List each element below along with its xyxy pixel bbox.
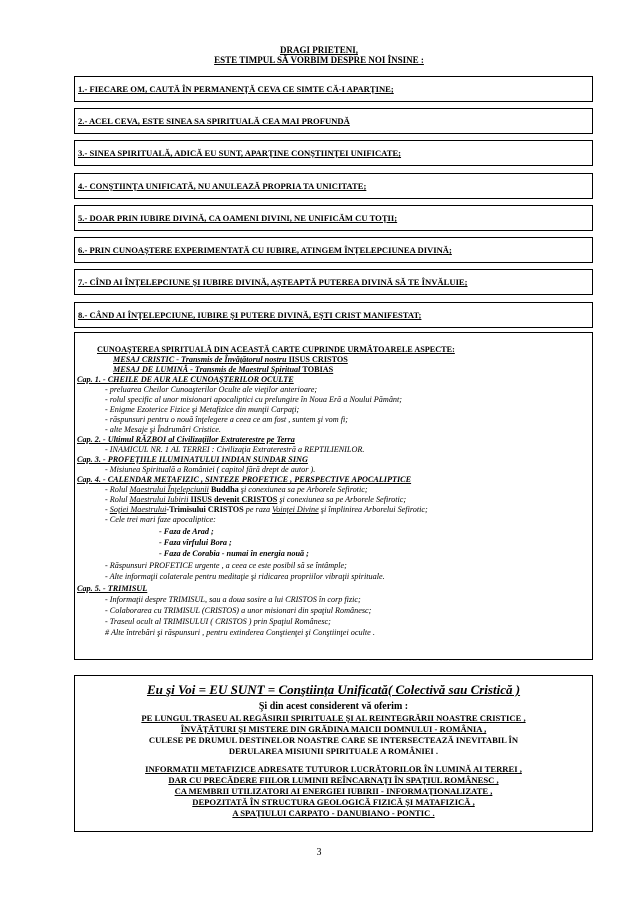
- statement-text: 8.- CÂND AI ÎNŢELEPCIUNE, IUBIRE ŞI PUTERE DIVINĂ, EŞTI CRIST MANIFESTAT;: [78, 310, 422, 320]
- chapter-4-role-1: - Rolul Maestrului Înţelepciunii Buddha şi conexiunea sa pe Arborele Sefirotic;: [105, 485, 368, 494]
- chapter-2-title: Cap. 2. - Ultimul RĂZBOI al Civilizaţiilor Extraterestre pe Terra: [77, 435, 295, 444]
- bottom-para-2-line: INFORMATII METAFIZICE ADRESATE TUTUROR LUCRĂTORILOR ÎN LUMINĂ AI TERREI ,: [145, 764, 522, 774]
- bottom-para-1-line: PE LUNGUL TRASEU AL REGĂSIRII SPIRITUALE ŞI AL REINTEGRĂRII NOASTRE CRISTICE ,: [141, 713, 526, 723]
- message-cristic: MESAJ CRISTIC - Transmis de Învăţătorul nostru IISUS CRISTOS: [113, 355, 348, 364]
- chapter-3-title: Cap. 3. - PROFEŢIILE ILUMINATULUI INDIAN SUNDAR SING: [77, 455, 308, 464]
- statement-box-7: [74, 269, 593, 295]
- chapter-4-answer-2: - Alte informaţii colaterale pentru meditaţie şi ridicarea propriilor vibraţii spirituale.: [105, 572, 385, 581]
- bottom-subtitle: Şi din acest considerent vă oferim :: [258, 701, 409, 712]
- bottom-para-1-line: ÎNVĂŢĂTURI ŞI MISTERE DIN GRĂDINA MAICII DOMNULUI - ROMÂNIA ,: [180, 724, 487, 734]
- chapter-5-item: - Informaţii despre TRIMISUL, sau a doua sosire a lui CRISTOS în corp fizic;: [105, 595, 361, 604]
- statement-text: 7.- CÎND AI ÎNŢELEPCIUNE ŞI IUBIRE DIVINĂ, AŞTEAPTĂ PUTEREA DIVINĂ SĂ TE ÎNVĂLUIE;: [78, 277, 468, 287]
- contents-box: [74, 332, 593, 660]
- statement-box-5: [74, 205, 593, 231]
- phase-item: - Faza de Corabia - numai în energia nouă ;: [159, 549, 309, 558]
- statement-text: 3.- SINEA SPIRITUALĂ, ADICĂ EU SUNT, APARŢINE CONŞTIINŢEI UNIFICATE;: [78, 148, 402, 158]
- bottom-para-1-line: CULESE PE DRUMUL DESTINELOR NOASTRE CARE SE INTERSECTEAZĂ INEVITABIL ÎN: [148, 735, 519, 745]
- statement-box-4: [74, 173, 593, 199]
- chapter-1-item: - Enigme Ezoterice Fizice şi Metafizice din munţii Carpaţi;: [105, 405, 300, 414]
- contents-intro-title: CUNOAŞTEREA SPIRITUALĂ DIN ACEASTĂ CARTE CUPRINDE URMĂTOARELE ASPECTE:: [97, 345, 455, 354]
- bottom-para-2-line: CA MEMBRII UTILIZATORI AI ENERGIEI IUBIRII - INFORMAŢIONALIZATE ,: [174, 786, 493, 796]
- chapter-1-title: Cap. 1. - CHEILE DE AUR ALE CUNOAŞTERILOR OCULTE: [77, 375, 294, 384]
- chapter-4-role-2: - Rolul Maestrului Iubirii IISUS devenit CRISTOS şi conexiunea sa pe Arborele Sefirotic;: [105, 495, 407, 504]
- chapter-4-title: Cap. 4. - CALENDAR METAFIZIC , SINTEZE PROFETICE , PERSPECTIVE APOCALIPTICE: [77, 475, 412, 484]
- bottom-title: Eu şi Voi = EU SUNT = Conştiinţa Unificată( Colectivă sau Cristică ): [146, 682, 521, 697]
- header-line-2: ESTE TIMPUL SĂ VORBIM DESPRE NOI ÎNSINE :: [214, 55, 424, 65]
- chapter-5-item: # Alte întrebări şi răspunsuri , pentru extinderea Conştienţei şi Conştiinţei oculte .: [105, 628, 375, 637]
- chapter-4-phases-intro: - Cele trei mari faze apocaliptice:: [105, 515, 216, 524]
- statement-text: 5.- DOAR PRIN IUBIRE DIVINĂ, CA OAMENI DIVINI, NE UNIFICĂM CU TOŢII;: [78, 213, 398, 223]
- statement-box-2: [74, 108, 593, 134]
- statement-box-3: [74, 140, 593, 166]
- chapter-1-item: - răspunsuri pentru o nouă înţelegere a ceea ce am fost , suntem şi vom fi;: [105, 415, 349, 424]
- chapter-4-role-3: - Soţiei Maestrului-Trimisului CRISTOS pe raza Voinţei Divine şi împlinirea Arborelui Sefirotic;: [105, 505, 428, 514]
- chapter-5-item: - Colaborarea cu TRIMISUL (CRISTOS) a unor misionari din spaţiul Românesc;: [105, 606, 372, 615]
- statement-text: 6.- PRIN CUNOAŞTERE EXPERIMENTATĂ CU IUBIRE, ATINGEM ÎNŢELEPCIUNEA DIVINĂ;: [78, 245, 452, 255]
- chapter-4-answer-1: - Răspunsuri PROFETICE urgente , a ceea ce este posibil să se întâmple;: [105, 561, 347, 570]
- page-number: 3: [316, 847, 322, 858]
- bottom-para-2-line: A SPAŢIULUI CARPATO - DANUBIANO - PONTIC .: [232, 808, 435, 818]
- phase-item: - Faza vîrfului Bora ;: [159, 538, 232, 547]
- chapter-2-line: - INAMICUL NR. 1 AL TERREI : Civilizaţia Extraterestră a REPTILIENILOR.: [105, 445, 365, 454]
- statement-box-8: [74, 302, 593, 328]
- bottom-para-1-line: DERULAREA MISIUNII SPIRITUALE A ROMÂNIEI .: [228, 746, 439, 756]
- statement-box-6: [74, 237, 593, 263]
- header-line-1: DRAGI PRIETENI,: [279, 45, 358, 55]
- chapter-3-line: - Misiunea Spirituală a României ( capitol fără drept de autor ).: [105, 465, 316, 474]
- statement-text: 2.- ACEL CEVA, ESTE SINEA SA SPIRITUALĂ CEA MAI PROFUNDĂ: [78, 116, 350, 126]
- bottom-box: [74, 675, 593, 832]
- chapter-5-title: Cap. 5. - TRIMISUL: [77, 584, 148, 593]
- bottom-para-2-line: DAR CU PRECĂDERE FIILOR LUMINII REÎNCARNAŢI ÎN SPAŢIUL ROMÂNESC ,: [168, 775, 499, 785]
- bottom-para-2-line: DEPOZITATĂ ÎN STRUCTURA GEOLOGICĂ FIZICĂ ŞI MATAFIZICĂ ,: [192, 797, 475, 807]
- chapter-1-item: - rolul specific al unor misionari apocaliptici cu prelungire în Noua Eră a Noului Pământ;: [105, 395, 403, 404]
- statement-text: 4.- CONŞTIINŢA UNIFICATĂ, NU ANULEAZĂ PROPRIA TA UNICITATE;: [78, 181, 367, 191]
- chapter-5-item: - Traseul ocult al TRIMISULUI ( CRISTOS ) prin Spaţiul Românesc;: [105, 617, 331, 626]
- chapter-1-item: - preluarea Cheilor Cunoaşterilor Oculte ale vieţilor anterioare;: [105, 385, 318, 394]
- statement-box-1: [74, 76, 593, 102]
- statement-text: 1.- FIECARE OM, CAUTĂ ÎN PERMANENŢĂ CEVA CE SIMTE CĂ-I APARŢINE;: [78, 84, 394, 94]
- chapter-1-item: - alte Mesaje şi Îndrumări Cristice.: [105, 425, 221, 434]
- phase-item: - Faza de Arad ;: [159, 527, 214, 536]
- message-lumina: MESAJ DE LUMINĂ - Transmis de Maestrul Spiritual TOBIAS: [113, 365, 334, 374]
